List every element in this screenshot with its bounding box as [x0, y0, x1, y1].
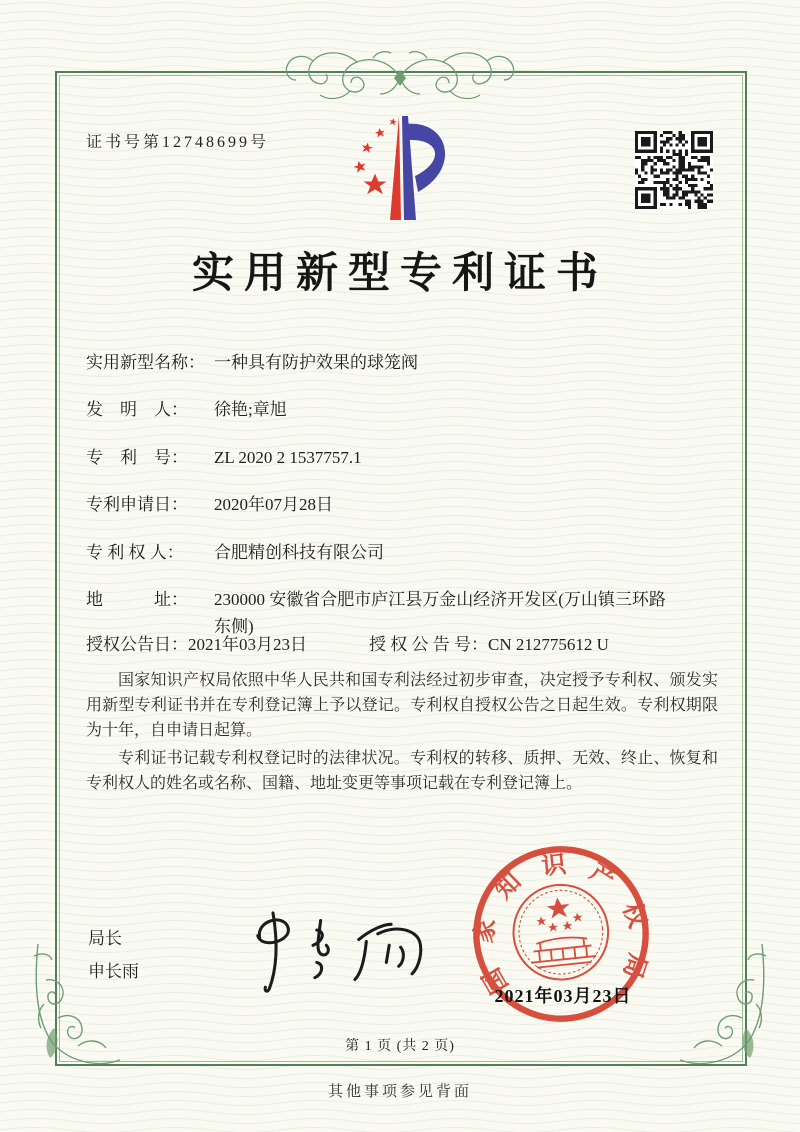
field-row-patent-no	[86, 444, 362, 471]
svg-text:识: 识	[540, 851, 568, 881]
field-value: 一种具有防护效果的球笼阀	[214, 353, 418, 372]
field-label: 专 利 权 人：	[86, 543, 184, 562]
grant-date-value: 2021年03月23日	[188, 635, 307, 654]
field-value: ZL 2020 2 1537757.1	[214, 448, 362, 467]
field-value: 2020年07月28日	[214, 495, 333, 514]
grant-date	[86, 631, 307, 658]
field-row-filing-date	[86, 491, 333, 518]
grant-date-label: 授权公告日：	[86, 635, 188, 654]
grant-row	[86, 631, 726, 658]
director-name: 申长雨	[88, 962, 139, 981]
field-row-name	[86, 349, 418, 376]
svg-text:知: 知	[490, 867, 527, 905]
svg-text:产: 产	[584, 858, 621, 895]
field-label: 专利申请日：	[86, 495, 188, 514]
field-value: 230000 安徽省合肥市庐江县万金山经济开发区(万山镇三环路东侧)	[214, 590, 666, 636]
page-number: 第 1 页 (共 2 页)	[345, 1039, 455, 1054]
field-label: 实用新型名称：	[86, 353, 205, 372]
back-note: 其他事项参见背面	[327, 1084, 472, 1100]
field-value: 徐艳;章旭	[214, 400, 287, 419]
cnipa-logo	[344, 110, 456, 226]
field-label: 专 利 号：	[86, 448, 188, 467]
legal-text-block	[86, 668, 718, 799]
field-row-inventor	[86, 396, 287, 423]
legal-paragraph: 专利证书记载专利权登记时的法律状况。专利权的转移、质押、无效、终止、恢复和专利权人的姓名或名称、国籍、地址变更等事项记载在专利登记簿上。	[86, 750, 718, 792]
svg-text:局: 局	[617, 950, 652, 982]
svg-text:家: 家	[470, 916, 501, 945]
seal-national-emblem	[509, 880, 613, 984]
top-ornament	[283, 44, 517, 104]
grant-number-label: 授 权 公 告 号：	[369, 635, 488, 654]
certificate-number: 证书号第12748699号	[86, 134, 270, 151]
director-block	[88, 922, 139, 988]
seal-date: 2021年03月23日	[494, 986, 632, 1006]
field-label: 发 明 人：	[86, 400, 188, 419]
director-title: 局长	[88, 929, 122, 948]
svg-text:国: 国	[478, 963, 514, 998]
director-signature	[233, 905, 433, 997]
field-label: 地 址：	[86, 590, 188, 609]
field-value: 合肥精创科技有限公司	[214, 543, 384, 562]
field-row-patentee	[86, 539, 384, 566]
legal-paragraph: 国家知识产权局依照中华人民共和国专利法经过初步审查，决定授予专利权、颁发实用新型专利证书并在专利登记簿上予以登记。专利权自授权公告之日起生效。专利权期限为十年，自申请日起算。	[86, 672, 718, 739]
qr-code	[635, 131, 713, 209]
svg-text:权: 权	[617, 899, 651, 932]
grant-number	[369, 631, 609, 658]
grant-number-value: CN 212775612 U	[488, 635, 609, 654]
certificate-title: 实用新型专利证书	[191, 251, 608, 297]
